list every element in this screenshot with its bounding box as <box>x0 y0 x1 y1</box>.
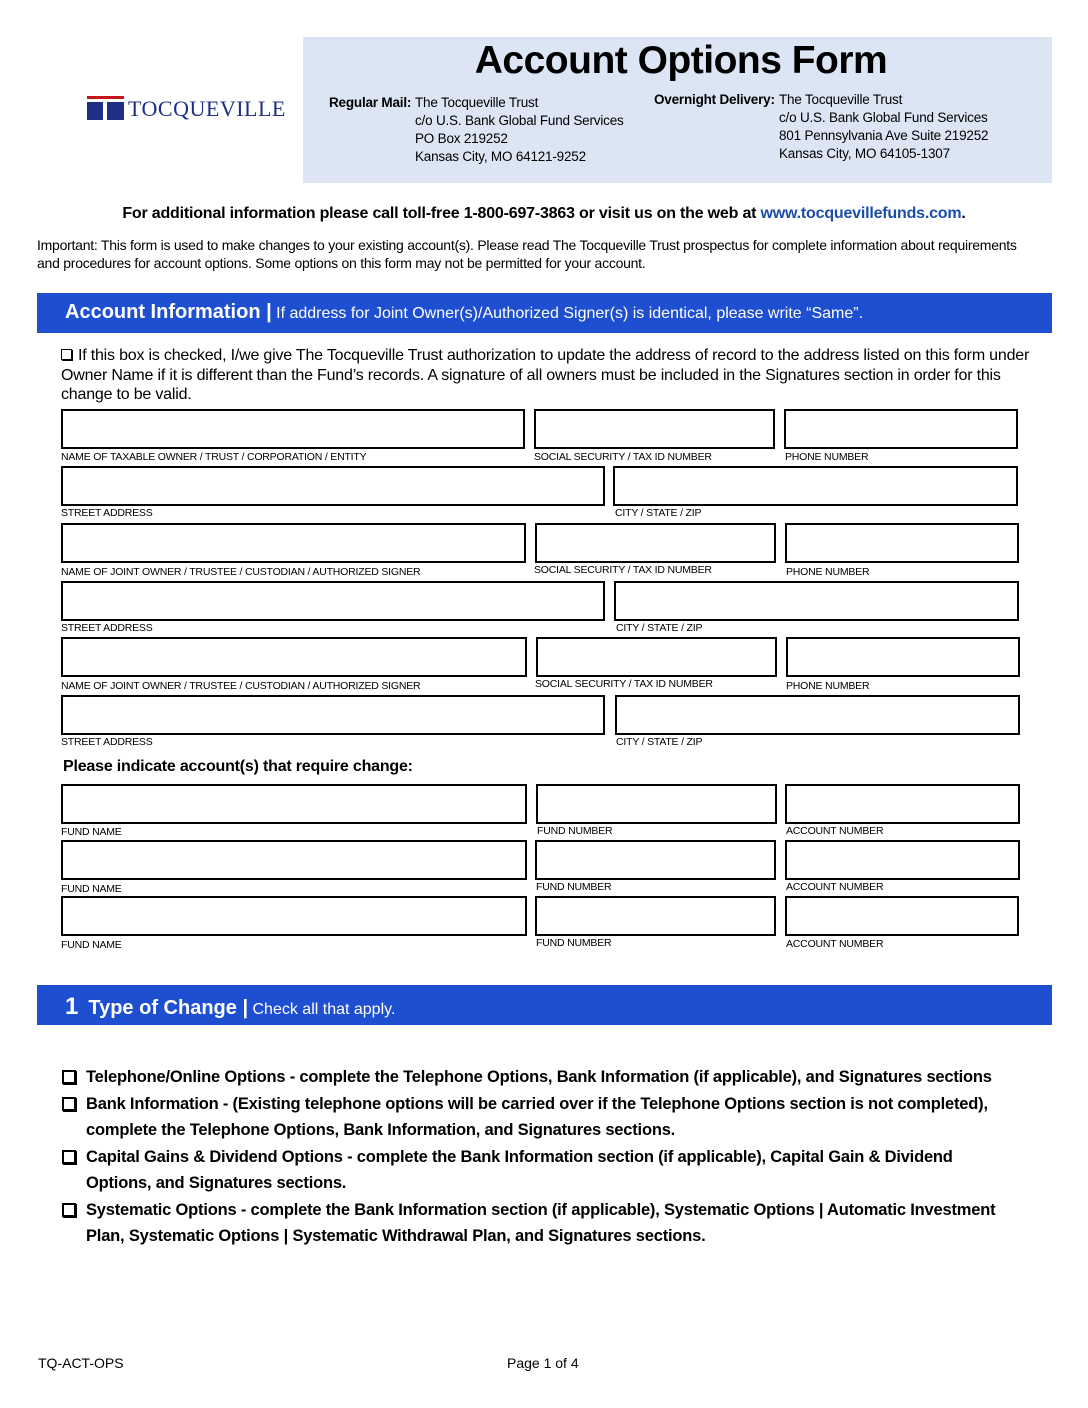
fund-number-label-2: FUND NUMBER <box>536 881 612 893</box>
joint-owner-2-city-field[interactable] <box>615 695 1020 735</box>
contact-line: For additional information please call toll-free 1-800-697-3863 or visit us on the web at www.tocquevillefunds.com. <box>122 205 966 222</box>
joint-owner-2-street-field[interactable] <box>61 695 605 735</box>
systematic-options-checkbox[interactable] <box>62 1203 76 1217</box>
section-number: 1 <box>65 993 79 1020</box>
option-bank-information: Bank Information - (Existing telephone options will be carried over if the Telephone Options section is not completed), complete the Telephone Options, Bank Information, and Signatures sections. <box>62 1091 1022 1144</box>
owner-name-field[interactable] <box>61 409 525 449</box>
joint-owner-1-name-label: NAME OF JOINT OWNER / TRUSTEE / CUSTODIAN / AUTHORIZED SIGNER <box>61 566 421 578</box>
type-of-change-header <box>37 985 1052 1025</box>
option-capital-gains-dividend: Capital Gains & Dividend Options - complete the Bank Information section (if applicable), Capital Gain & Dividend Options, and Signatures sections. <box>62 1144 1022 1197</box>
joint-owner-1-ssn-field[interactable] <box>535 523 776 563</box>
section-title: Account Information | <box>65 301 272 323</box>
owner-name-label: NAME OF TAXABLE OWNER / TRUST / CORPORATION / ENTITY <box>61 451 367 463</box>
accounts-heading: Please indicate account(s) that require change: <box>63 758 413 775</box>
joint-owner-1-name-field[interactable] <box>61 523 526 563</box>
fund-name-field-2[interactable] <box>61 840 527 880</box>
logo-mark-icon <box>87 96 124 120</box>
account-number-field-3[interactable] <box>785 896 1019 936</box>
joint-owner-2-name-label: NAME OF JOINT OWNER / TRUSTEE / CUSTODIAN / AUTHORIZED SIGNER <box>61 680 421 692</box>
section-title: Type of Change | <box>88 997 249 1019</box>
fund-number-label-3: FUND NUMBER <box>536 937 612 949</box>
joint-owner-1-street-field[interactable] <box>61 581 605 621</box>
fund-number-field-3[interactable] <box>535 896 776 936</box>
account-number-label-3: ACCOUNT NUMBER <box>786 938 884 950</box>
option-systematic: Systematic Options - complete the Bank Information section (if applicable), Systematic Options | Automatic Investment Plan, Systematic Options | Systematic Withdrawal Plan, and Signatures sections. <box>62 1197 1022 1250</box>
joint-owner-1-city-label: CITY / STATE / ZIP <box>616 622 703 634</box>
address-update-checkbox[interactable] <box>61 349 72 360</box>
form-code: TQ-ACT-OPS <box>38 1355 124 1371</box>
overnight-delivery-label: Overnight Delivery: <box>654 92 775 107</box>
joint-owner-2-phone-label: PHONE NUMBER <box>786 680 870 692</box>
joint-owner-2-street-label: STREET ADDRESS <box>61 736 153 748</box>
fund-name-label-2: FUND NAME <box>61 883 122 895</box>
important-note: Important: This form is used to make changes to your existing account(s). Please read The Tocqueville Trust prospectus for complete information about requirements and procedures for account options. Some options on this form may not be permitted for your account. <box>37 237 1017 271</box>
logo-text: TOCQUEVILLE <box>128 96 286 121</box>
owner-phone-field[interactable] <box>784 409 1018 449</box>
page-number: Page 1 of 4 <box>507 1355 579 1371</box>
account-number-label-1: ACCOUNT NUMBER <box>786 825 884 837</box>
account-number-label-2: ACCOUNT NUMBER <box>786 881 884 893</box>
fund-name-field-3[interactable] <box>61 896 527 936</box>
fund-name-label-3: FUND NAME <box>61 939 122 951</box>
regular-mail-address: The Tocqueville Trust c/o U.S. Bank Global Fund Services PO Box 219252 Kansas City, MO 64121-9252 <box>415 95 624 164</box>
joint-owner-2-phone-field[interactable] <box>786 637 1020 677</box>
fund-name-label-1: FUND NAME <box>61 826 122 838</box>
joint-owner-2-name-field[interactable] <box>61 637 527 677</box>
joint-owner-1-street-label: STREET ADDRESS <box>61 622 153 634</box>
account-information-header <box>37 293 1052 333</box>
capital-gains-checkbox[interactable] <box>62 1150 76 1164</box>
form-title: Account Options Form <box>474 39 888 82</box>
section-subtitle: If address for Joint Owner(s)/Authorized Signer(s) is identical, please write “Same”. <box>271 305 864 322</box>
owner-phone-label: PHONE NUMBER <box>785 451 869 463</box>
account-number-field-1[interactable] <box>785 784 1020 824</box>
owner-ssn-field[interactable] <box>534 409 775 449</box>
owner-city-field[interactable] <box>613 466 1018 506</box>
joint-owner-1-phone-label: PHONE NUMBER <box>786 566 870 578</box>
section-subtitle: Check all that apply. <box>248 1001 396 1018</box>
joint-owner-2-ssn-field[interactable] <box>536 637 777 677</box>
joint-owner-1-phone-field[interactable] <box>785 523 1019 563</box>
change-options-list <box>62 1064 1022 1250</box>
tocqueville-logo <box>87 94 286 126</box>
fund-name-field-1[interactable] <box>61 784 527 824</box>
fund-number-field-2[interactable] <box>535 840 776 880</box>
owner-street-field[interactable] <box>61 466 605 506</box>
joint-owner-1-ssn-label: SOCIAL SECURITY / TAX ID NUMBER <box>534 564 712 576</box>
joint-owner-1-city-field[interactable] <box>614 581 1019 621</box>
address-authorization: If this box is checked, I/we give The Tocqueville Trust authorization to update the address of record to the address listed on this form under Owner Name if it is different than the Fund’s records. A signature of all owners must be included in the Signatures section in order for this change to be valid. <box>61 347 1030 403</box>
website-link[interactable]: www.tocquevillefunds.com <box>760 205 962 222</box>
joint-owner-2-city-label: CITY / STATE / ZIP <box>616 736 703 748</box>
fund-number-label-1: FUND NUMBER <box>537 825 613 837</box>
joint-owner-2-ssn-label: SOCIAL SECURITY / TAX ID NUMBER <box>535 678 713 690</box>
owner-city-label: CITY / STATE / ZIP <box>615 507 702 519</box>
regular-mail-label: Regular Mail: <box>329 95 412 110</box>
option-telephone-online: Telephone/Online Options - complete the Telephone Options, Bank Information (if applicable), and Signatures sections <box>62 1064 1022 1091</box>
owner-ssn-label: SOCIAL SECURITY / TAX ID NUMBER <box>534 451 712 463</box>
overnight-delivery-address: The Tocqueville Trust c/o U.S. Bank Global Fund Services 801 Pennsylvania Ave Suite 219252 Kansas City, MO 64105-1307 <box>779 92 989 161</box>
account-number-field-2[interactable] <box>785 840 1020 880</box>
bank-information-checkbox[interactable] <box>62 1097 76 1111</box>
owner-street-label: STREET ADDRESS <box>61 507 153 519</box>
telephone-online-checkbox[interactable] <box>62 1070 76 1084</box>
fund-number-field-1[interactable] <box>536 784 777 824</box>
